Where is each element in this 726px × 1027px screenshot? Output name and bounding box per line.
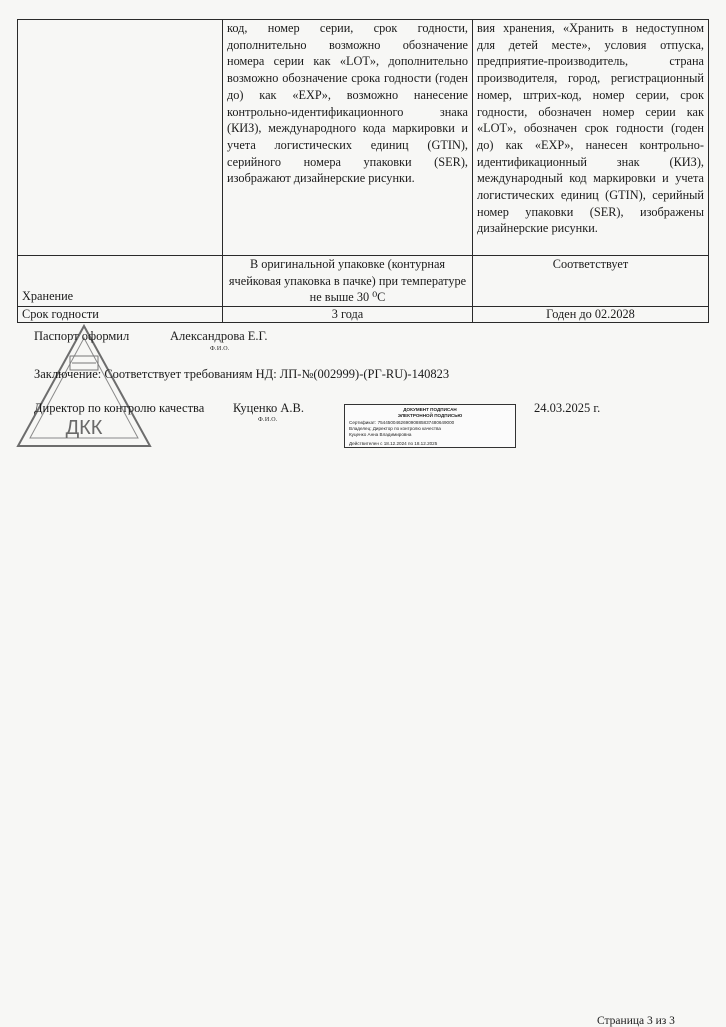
stamp-text: ДКК bbox=[65, 417, 103, 439]
esig-owner: Владелец: Директор по контролю качества bbox=[349, 426, 441, 431]
table-row bbox=[18, 20, 709, 256]
esig-title-1: ДОКУМЕНТ ПОДПИСАН bbox=[403, 407, 457, 412]
table-row bbox=[18, 307, 709, 323]
esig-title-2: ЭЛЕКТРОННОЙ ПОДПИСЬЮ bbox=[397, 413, 463, 418]
page-number: Страница 3 из 3 bbox=[597, 1015, 675, 1027]
cell-requirement: В оригинальной упаковке (контурная ячейковая упаковка в пачке) при температуре не выше 30 ⁰С bbox=[223, 256, 473, 307]
cell-label bbox=[18, 20, 223, 256]
esig-owner-name: Куценко Анна Владимировна bbox=[349, 432, 412, 437]
cell-label: Срок годности bbox=[18, 307, 223, 323]
esig-certificate: Сертификат: 754450046269090885837480649000 bbox=[349, 420, 455, 425]
passport-label: Паспорт оформил bbox=[34, 329, 130, 343]
cell-requirement: 3 года bbox=[223, 307, 473, 323]
director-name: Куценко А.В. bbox=[233, 401, 305, 415]
passport-name: Александрова Е.Г. bbox=[170, 329, 268, 343]
conclusion-text: Заключение: Соответствует требованиям НД: ЛП-№(002999)-(РГ-RU)-140823 bbox=[34, 367, 450, 381]
cell-result: Годен до 02.2028 bbox=[473, 307, 709, 323]
passport-fio: Ф.И.О. bbox=[210, 346, 230, 352]
director-label: Директор по контролю качества bbox=[34, 401, 205, 415]
cell-label: Хранение bbox=[18, 256, 223, 307]
electronic-signature-box bbox=[344, 404, 516, 448]
signature-date: 24.03.2025 г. bbox=[534, 401, 601, 415]
cell-requirement: код, номер серии, срок годности, дополнительно возможно обозначение номера серии как «LOT», дополнительно возможно обозначение срока годности (годен до) как «EXP», возможно нанесение контрольно-идентификационного знака (КИЗ), международного кода маркировки и учета логистических единиц (GTIN), серийного номера упаковки (SER), изображают дизайнерские рисунки. bbox=[223, 20, 473, 256]
spec-table bbox=[17, 19, 709, 323]
director-fio: Ф.И.О. bbox=[258, 417, 278, 423]
cell-result: вия хранения, «Хранить в недоступном для детей месте», условия отпуска, предприятие-производитель, страна производителя, город, регистрационный номер, штрих-код, номер серии, срок годности, обозначен номер серии как «LOT», обозначен срок годности (годен до) как «EXP», нанесен контрольно-идентификационный знак (КИЗ), международный код маркировки и учета логистических единиц (GTIN), серийный номер упаковки (SER), изображены дизайнерские рисунки. bbox=[473, 20, 709, 256]
cell-result: Соответствует bbox=[473, 256, 709, 307]
esig-valid: Действителен с 18.12.2024 по 18.12.2025 bbox=[349, 441, 438, 446]
table-row bbox=[18, 256, 709, 307]
